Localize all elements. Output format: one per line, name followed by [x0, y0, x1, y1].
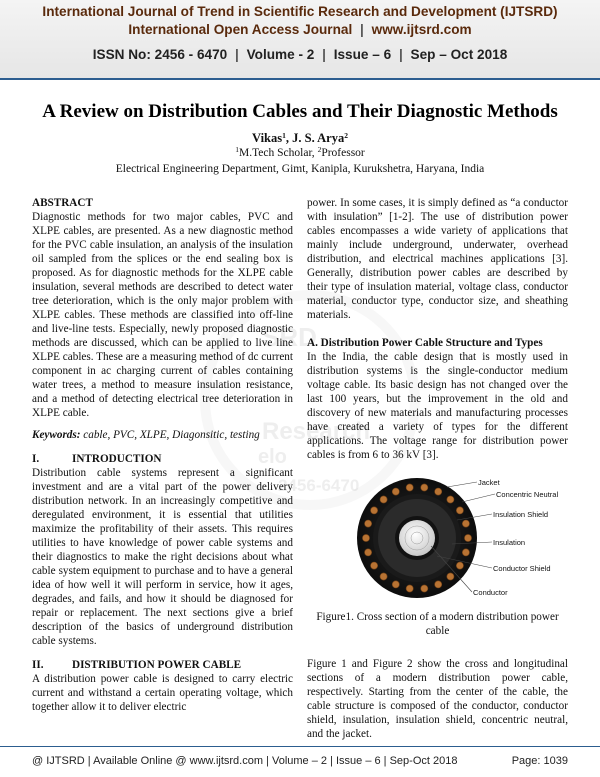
- journal-issue-line: [0, 47, 600, 62]
- footer-citation: @ IJTSRD | Available Online @ www.ijtsrd.com | Volume – 2 | Issue – 6 | Sep-Oct 2018: [32, 755, 458, 767]
- author-role: Professor: [321, 147, 365, 159]
- neutral-wire: [406, 585, 413, 592]
- figure-label-insulation: Insulation: [493, 538, 526, 547]
- separator: |: [360, 22, 364, 37]
- volume: Volume - 2: [246, 47, 315, 62]
- figure-description-text: Figure 1 and Figure 2 show the cross and longitudinal sections of a modern distribution power cable, respectively. Starting from the center of the cable, the cable structure is composed of the conductor, conductor shield, insulation, insulation shield, concentric neutral, and the jacket.: [307, 658, 568, 741]
- neutral-wire: [435, 581, 442, 588]
- keywords: [32, 428, 293, 442]
- section-title: INTRODUCTION: [72, 453, 162, 465]
- abstract-heading: ABSTRACT: [32, 197, 93, 209]
- affiliation-mark: 1: [235, 145, 239, 154]
- journal-access-line: [0, 22, 600, 37]
- keywords-label: Keywords:: [32, 429, 81, 441]
- neutral-wire: [462, 549, 469, 556]
- neutral-wire: [365, 549, 372, 556]
- section-number: I.: [32, 453, 40, 465]
- figure-cable-cross-section: [307, 472, 568, 602]
- paper-title: A Review on Distribution Cables and Their Diagnostic Methods: [42, 101, 558, 122]
- author-affiliation-mark: 1: [282, 131, 286, 140]
- neutral-wire: [456, 507, 463, 514]
- affiliation-mark: 2: [317, 145, 322, 154]
- author-separator: ,: [285, 131, 293, 145]
- section-number: II.: [32, 659, 44, 671]
- keywords-text: cable, PVC, XLPE, Diagonsitic, testing: [80, 429, 260, 441]
- figure-label-concentric-neutral: Concentric Neutral: [496, 490, 559, 499]
- watermark-text: Research: [262, 418, 371, 445]
- watermark-text: 2456-6470: [278, 476, 360, 495]
- neutral-wire: [392, 581, 399, 588]
- neutral-wire: [392, 488, 399, 495]
- section-heading-introduction: [32, 452, 293, 466]
- journal-website-link[interactable]: www.ijtsrd.com: [371, 22, 472, 37]
- open-access-label: International Open Access Journal: [128, 22, 353, 37]
- journal-masthead: [0, 0, 600, 80]
- section-title: DISTRIBUTION POWER CABLE: [72, 659, 242, 671]
- author-list: [0, 131, 600, 146]
- left-column: [32, 196, 293, 714]
- section2-text-left: A distribution power cable is designed to carry electric current and withstand a certain operating voltage, which together allow it to deliver electric: [32, 673, 293, 713]
- neutral-wire: [447, 496, 454, 503]
- author-name: Vikas: [252, 131, 283, 145]
- department-affiliation: Electrical Engineering Department, Gimt, Kanipla, Kurukshetra, Haryana, India: [115, 163, 485, 175]
- separator: |: [398, 47, 403, 62]
- right-column: [307, 196, 568, 741]
- neutral-wire: [380, 496, 387, 503]
- journal-name: International Journal of Trend in Scientific Research and Development (IJTSRD): [42, 4, 558, 19]
- neutral-wire: [406, 484, 413, 491]
- neutral-wire: [421, 484, 428, 491]
- page-footer: [0, 746, 600, 777]
- page-number: Page: 1039: [511, 755, 568, 767]
- neutral-wire: [421, 585, 428, 592]
- abstract-text: Diagnostic methods for two major cables, PVC and XLPE cables, are presented. As a new diagnostic method for the PVC cable insulation, an analysis of the insulation oil sampled from the splices or the end sealing box is proposed. As for diagnostic methods for the XLPE cable insulation, several methods are described to detect water tree deterioration, which is the only major problem with XLPE cables. These methods are classified into off-line and live-line tests. Especially, newly proposed diagnostic methods are discussed, which can be applied to live line XLPE cables. These are a measuring method of dc current component in ac charging current of cables containing water trees, a method to measure insulation resistance, and a method of detecting electrical tree deterioration in XLPE cable.: [32, 211, 293, 419]
- issue: Issue – 6: [333, 47, 392, 62]
- section-heading-distribution-power-cable: [32, 658, 293, 672]
- neutral-wire: [447, 573, 454, 580]
- issn: ISSN No: 2456 - 6470: [92, 47, 228, 62]
- section2-text-right: power. In some cases, it is simply defined as “a conductor with insulation” [1-2]. The use of distribution power cables encompasses a wide variety of applications that mainly include underground, underwater, overhead distribution, and electrical machines applications [3]. Generally, distribution power cables are described by their type of insulation material, voltage class, conductor material, conductor type, conductor size, and sheathing materials.: [307, 197, 568, 321]
- author-name: J. S. Arya: [292, 131, 345, 145]
- figure-label-insulation-shield: Insulation Shield: [493, 510, 549, 519]
- figure-label-jacket: Jacket: [478, 478, 500, 487]
- author-affiliation-mark: 2: [344, 131, 348, 140]
- figure-label-conductor: Conductor: [473, 588, 508, 597]
- separator: |: [235, 47, 239, 62]
- neutral-wire: [464, 534, 471, 541]
- neutral-wire: [380, 573, 387, 580]
- neutral-wire: [456, 562, 463, 569]
- neutral-wire: [462, 520, 469, 527]
- watermark-text: SRD: [262, 322, 317, 352]
- watermark-text: elo: [258, 446, 287, 468]
- neutral-wire: [365, 520, 372, 527]
- subsection-a-text: In the India, the cable design that is mostly used in distribution systems is the single-conductor medium voltage cable. Its basic design has not changed over the last 100 years, but the improvement in the old and discovery of new materials and manufacturing processes have created a variety of types for the different applications. The voltage range for distribution power cables is from 6 to 36 kV [3].: [307, 351, 568, 461]
- author-role: M.Tech Scholar,: [238, 147, 318, 159]
- neutral-wire: [362, 534, 369, 541]
- neutral-wire: [371, 507, 378, 514]
- author-roles: [0, 147, 600, 159]
- separator: |: [322, 47, 326, 62]
- neutral-wire: [435, 488, 442, 495]
- issue-date: Sep – Oct 2018: [410, 47, 508, 62]
- conductor-core: [399, 520, 435, 556]
- figure-caption: Figure1. Cross section of a modern distribution power cable: [316, 611, 559, 637]
- subsection-heading-structure-types: A. Distribution Power Cable Structure and Types: [307, 337, 543, 349]
- introduction-text: Distribution cable systems represent a significant investment and are a vital part of the power delivery distribution network. In an increasingly competitive and deregulated environment, it is essential that utilities maximize the profitability of their assets. This requires utilities to have knowledge of power cable systems and their diagnostics to make the right decisions about what cable system equipment to purchase and to have a general idea of how well it will perform in service, how it ages, degrades, and fails, and how it should be diagnosed for repair or replacement. The next sections give a brief description of the basics of underground distribution cable systems.: [32, 467, 293, 647]
- figure-label-conductor-shield: Conductor Shield: [493, 564, 551, 573]
- neutral-wire: [371, 562, 378, 569]
